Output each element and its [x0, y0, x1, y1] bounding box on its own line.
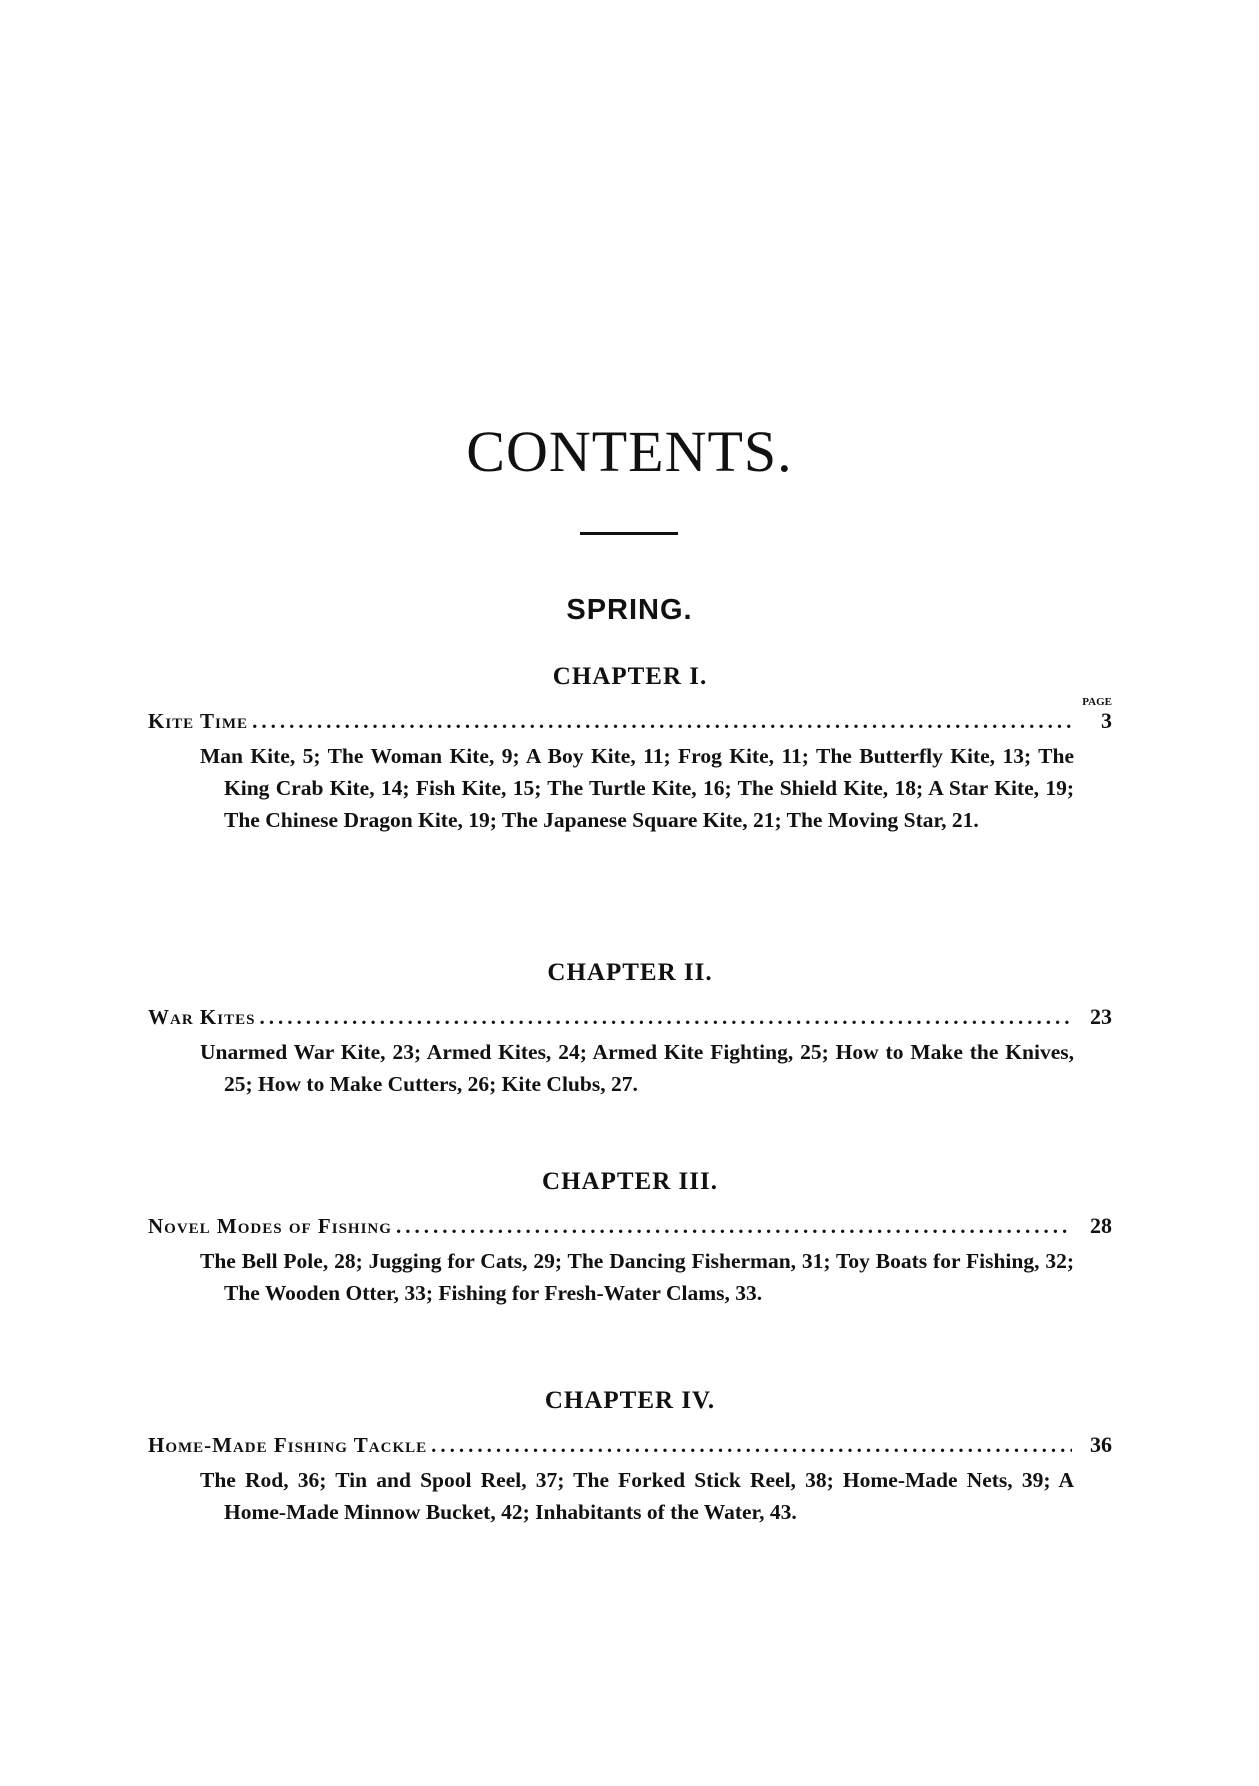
page-title: CONTENTS.: [466, 419, 793, 484]
entry-title: War Kites: [148, 1005, 256, 1029]
dot-leader: [396, 1209, 1072, 1243]
chapter-heading: CHAPTER IV.: [544, 1387, 716, 1414]
dot-leader: [431, 1428, 1072, 1462]
chapter-section: [148, 956, 1112, 1100]
toc-entry[interactable]: [148, 1000, 1112, 1034]
entry-page-number: 3: [1101, 708, 1112, 733]
chapter-section: [148, 1384, 1112, 1528]
toc-entry[interactable]: [148, 1428, 1112, 1462]
toc-entry[interactable]: [148, 704, 1112, 738]
entry-title: Home-Made Fishing Tackle: [148, 1433, 428, 1457]
chapter-topics: The Bell Pole, 28; Jugging for Cats, 29; The Dancing Fisherman, 31; Toy Boats for Fishing, 32; The Wooden Otter, 33; Fishing for Fresh-Water Clams, 33.: [200, 1249, 1074, 1305]
entry-page-number: 28: [1090, 1213, 1112, 1238]
dot-leader: [252, 704, 1072, 738]
entry-page-number: 23: [1090, 1004, 1112, 1029]
toc-entry[interactable]: [148, 1209, 1112, 1243]
page-column-label: PAGE: [1082, 696, 1112, 708]
entry-title: Kite Time: [148, 709, 249, 733]
season-heading: SPRING.: [566, 594, 693, 626]
chapter-heading: CHAPTER II.: [547, 959, 713, 986]
chapter-section: [148, 660, 1112, 836]
title-divider: [580, 532, 678, 535]
entry-page-number: 36: [1090, 1432, 1112, 1457]
chapter-section: [148, 1165, 1112, 1309]
entry-title: Novel Modes of Fishing: [148, 1214, 392, 1238]
chapter-topics: Unarmed War Kite, 23; Armed Kites, 24; Armed Kite Fighting, 25; How to Make the Knives, 25; How to Make Cutters, 26; Kite Clubs, 27.: [200, 1040, 1074, 1096]
chapter-heading: CHAPTER III.: [542, 1168, 718, 1195]
chapter-heading: CHAPTER I.: [552, 663, 708, 690]
dot-leader: [259, 1000, 1072, 1034]
chapter-topics: Man Kite, 5; The Woman Kite, 9; A Boy Kite, 11; Frog Kite, 11; The Butterfly Kite, 13; The King Crab Kite, 14; Fish Kite, 15; The Turtle Kite, 16; The Shield Kite, 18; A Star Kite, 19; The Chinese Dragon Kite, 19; The Japanese Square Kite, 21; The Moving Star, 21.: [200, 744, 1074, 832]
chapter-topics: The Rod, 36; Tin and Spool Reel, 37; The Forked Stick Reel, 38; Home-Made Nets, 39; A Home-Made Minnow Bucket, 42; Inhabitants of the Water, 43.: [200, 1468, 1074, 1524]
